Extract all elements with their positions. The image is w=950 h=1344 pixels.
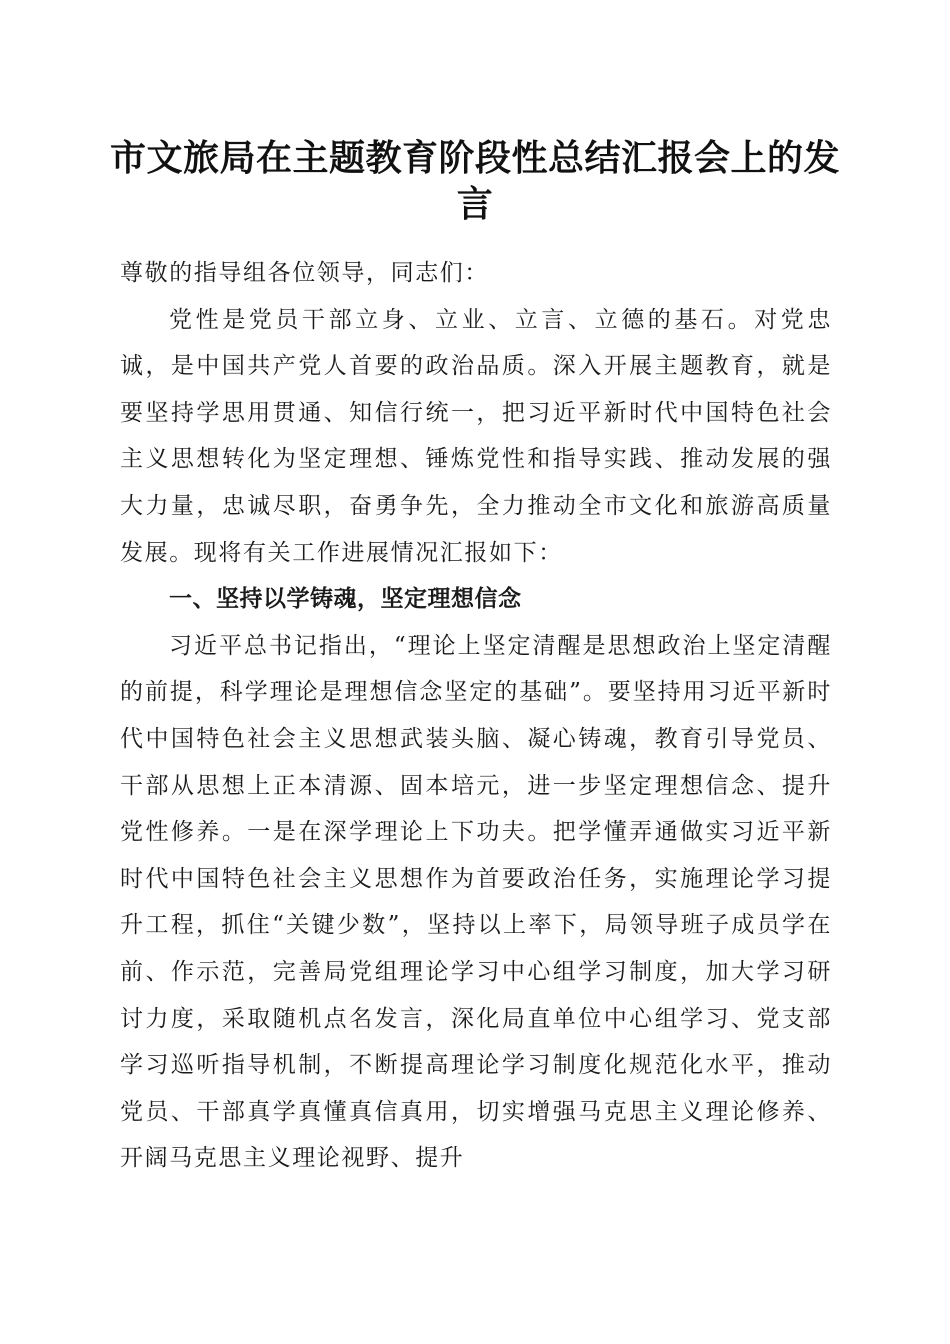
section-paragraph: 习近平总书记指出，“理论上坚定清醒是思想政治上坚定清醒的前提，科学理论是理想信念坚定的基础”。要坚持用习近平新时代中国特色社会主义思想武装头脑、凝心铸魂，教育引导党员、干部从思想上正本清源、固本培元，进一步坚定理想信念、提升党性修养。一是在深学理论上下功夫。把学懂弄通做实习近平新时代中国特色社会主义思想作为首要政治任务，实施理论学习提升工程，抓住“关键少数”，坚持以上率下，局领导班子成员学在前、作示范，完善局党组理论学习中心组学习制度，加大学习研讨力度，采取随机点名发言，深化局直单位中心组学习、党支部学习巡听指导机制，不断提高理论学习制度化规范化水平，推动党员、干部真学真懂真信真用，切实增强马克思主义理论修养、开阔马克思主义理论视野、提升 [120,632,832,1172]
document-title: 市文旅局在主题教育阶段性总结汇报会上的发言 [110,137,841,225]
salutation: 尊敬的指导组各位领导，同志们： [120,260,489,286]
document-body [120,250,832,1182]
intro-paragraph: 党性是党员干部立身、立业、立言、立德的基石。对党忠诚，是中国共产党人首要的政治品质。深入开展主题教育，就是要坚持学思用贯通、知信行统一，把习近平新时代中国特色社会主义思想转化为坚定理想、锤炼党性和指导实践、推动发展的强大力量，忠诚尽职，奋勇争先，全力推动全市文化和旅游高质量发展。现将有关工作进展情况汇报如下： [120,306,832,566]
section-heading: 一、坚持以学铸魂，坚定理想信念 [169,586,522,613]
